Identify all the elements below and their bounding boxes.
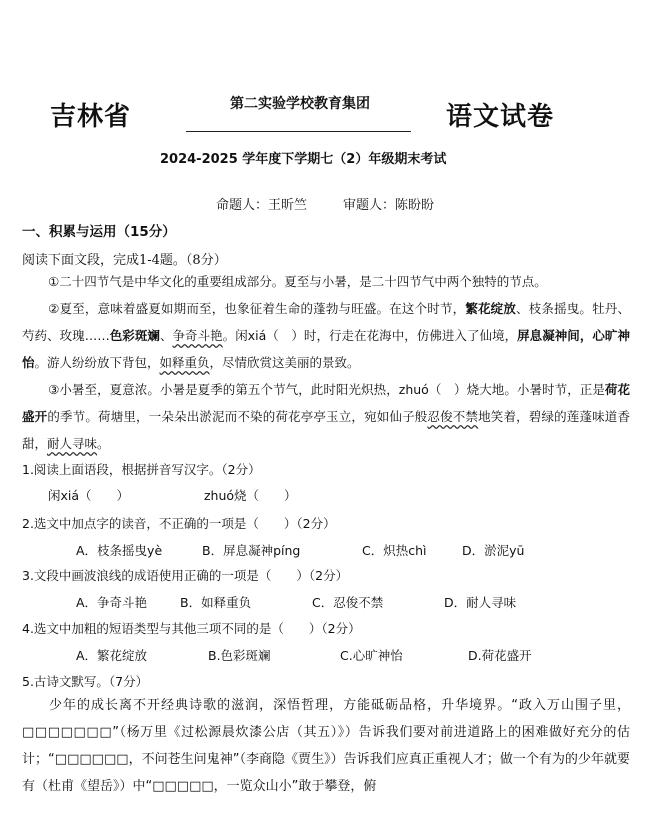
question-1: 1.阅读上面语段，根据拼音写汉字。（2分）: [22, 462, 261, 477]
paragraph-3: ③小暑至，夏意浓。小暑是夏季的第五个节气，此时阳光炽热，zhuó（ ）烧大地。小暑时节，正是荷花盛开的季节。荷塘里，一朵朵出淤泥而不染的荷花亭亭玉立，宛如仙子般忍俊不禁地笑着，碧绿的莲蓬味道香甜，耐人寻味。: [22, 382, 630, 451]
school-name: 第二实验学校教育集团: [230, 96, 370, 112]
authors-line: [216, 194, 434, 213]
question-3: 3.文段中画波浪线的成语使用正确的一项是（ ）（2分）: [22, 568, 349, 583]
q2-option-d: D．淤泥yū: [462, 543, 525, 558]
author-name: 命题人：王昕竺: [216, 198, 308, 213]
paragraph-2: ②夏至，意味着盛夏如期而至，也象征着生命的蓬勃与旺盛。在这个时节，繁花绽放、枝条摇曳。牡丹、芍药、玫瑰……色彩斑斓、争奇斗艳。闲xiá（ ）时，行走在花海中，仿佛进入了仙境，屏息凝神间，心旷神怡。游人纷纷放下背包，如释重负，尽情欣赏这美丽的景致。: [22, 301, 630, 370]
reading-intro: 阅读下面文段，完成1-4题。（8分）: [22, 253, 227, 268]
q1-blank-b: zhuó烧（ ）: [204, 488, 297, 503]
province-title: 吉林省: [50, 102, 132, 132]
exam-title: 2024-2025 学年度下学期七（2）年级期末考试: [160, 152, 447, 167]
q2-option-c: C．炽热chì: [362, 543, 427, 558]
q4-option-d: D.荷花盛开: [468, 648, 532, 663]
q3-option-c: C．忍俊不禁: [312, 595, 384, 610]
q4-option-c: C.心旷神怡: [340, 648, 403, 663]
header-divider: [186, 131, 411, 132]
section-title: 一、积累与运用（15分）: [22, 224, 176, 240]
question-4: 4.选文中加粗的短语类型与其他三项不同的是（ ）（2分）: [22, 621, 361, 636]
q1-blank-a: 闲xiá（ ）: [48, 488, 130, 503]
q4-option-a: A．繁花绽放: [76, 648, 148, 663]
q2-option-a: A．枝条摇曳yè: [76, 543, 163, 558]
subject-title: 语文试卷: [446, 102, 555, 132]
question-5: 5.古诗文默写。（7分）: [22, 674, 149, 689]
question-5-text: 少年的成长离不开经典诗歌的滋润，深悟哲理，方能砥砺品格，升华境界。“政入万山围子里，□□□□□□□”（杨万里《过松源晨炊漆公店（其五）》）告诉我们要对前进道路上的困难做好充分的估计；“□□□□□□，不问苍生问鬼神”（李商隐《贾生》）告诉我们应真正重视人才；做一个有为的少年就要有（杜甫《望岳》）中“□□□□□，一览众山小”敢于攀登，俯: [22, 698, 630, 794]
question-2: 2.选文中加点字的读音，不正确的一项是（ ）（2分）: [22, 516, 336, 531]
q4-option-b: B.色彩斑斓: [208, 648, 271, 663]
q3-option-d: D．耐人寻味: [444, 595, 517, 610]
q2-option-b: B．屏息凝神píng: [202, 543, 301, 558]
paragraph-1: ①二十四节气是中华文化的重要组成部分。夏至与小暑，是二十四节气中两个独特的节点。: [48, 274, 547, 289]
q3-option-a: A．争奇斗艳: [76, 595, 148, 610]
q3-option-b: B．如释重负: [180, 595, 252, 610]
reviewer-name: 审题人：陈盼盼: [343, 198, 435, 213]
